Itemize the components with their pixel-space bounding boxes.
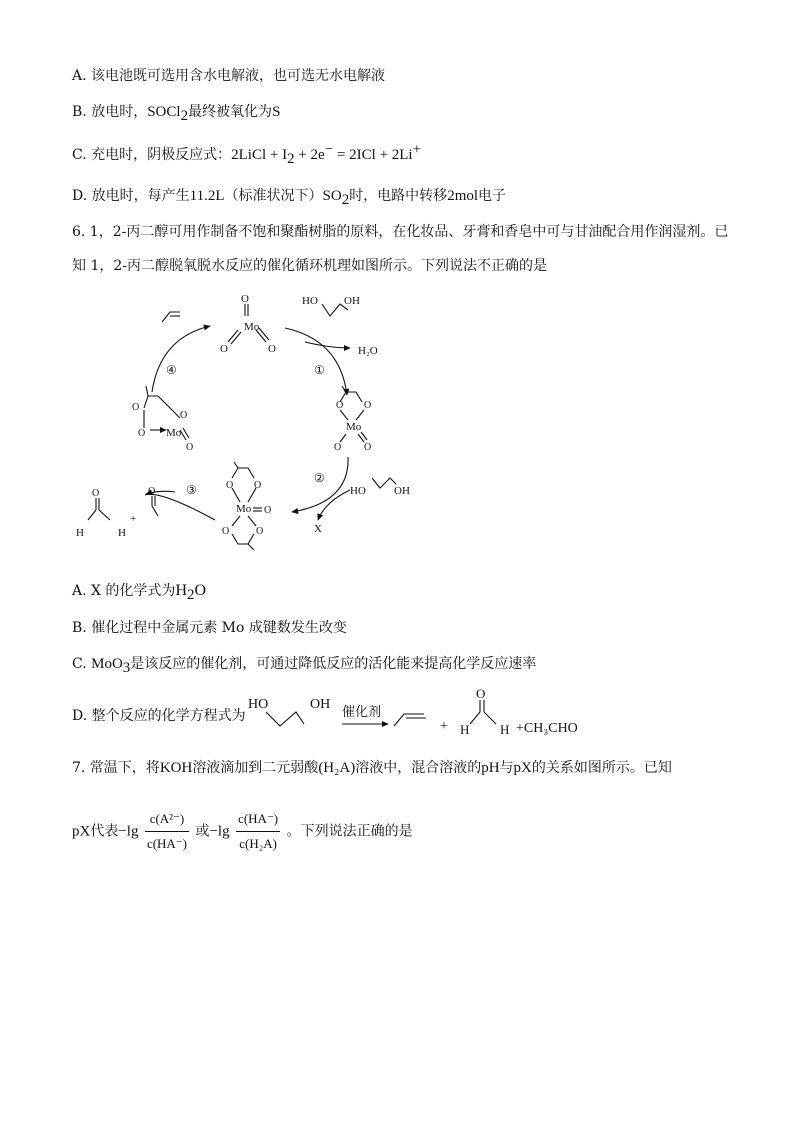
h2o-label: H₂O [358, 345, 378, 357]
catalytic-cycle-diagram [0, 280, 794, 550]
svg-text:HO: HO [302, 295, 318, 307]
svg-text:O: O [256, 526, 264, 537]
step-4-label: ④ [166, 363, 177, 377]
svg-text:O: O [226, 480, 234, 491]
q6-option-d: D. 整个反应的化学方程式为 [72, 708, 246, 724]
svg-text:O: O [364, 442, 372, 453]
svg-text:Mo: Mo [346, 421, 362, 433]
mo-label-top: Mo [244, 321, 260, 333]
q6-option-d-equation [244, 684, 604, 744]
x-label: X [314, 523, 322, 535]
svg-text:H: H [76, 527, 84, 539]
svg-text:O: O [222, 526, 230, 537]
svg-text:O: O [334, 442, 342, 453]
q5-option-b: B. 放电时，SOCl$_2$最终被氧化为S [72, 104, 281, 124]
svg-text:O: O [132, 402, 140, 413]
svg-text:OH: OH [344, 295, 360, 307]
svg-text:+CH₃CHO: +CH₃CHO [516, 721, 578, 736]
q7-stem-line2: pX代表−lg $\frac{\text{c(A²⁻)}}{c(HA^-)}$ 或−lg $\frac{c(HA^-)}{\text{c(H₂A)}}$ 。下列说法正确的是 [72, 808, 413, 855]
svg-text:Mo: Mo [236, 503, 252, 515]
step-2-label: ② [314, 471, 325, 485]
svg-text:O: O [186, 442, 194, 453]
svg-text:O: O [138, 428, 146, 439]
step-3-label: ③ [186, 483, 197, 497]
svg-text:O: O [264, 505, 272, 516]
q5-option-d: D. 放电时，每产生11.2L（标准状况下）$SO_2$时，电路中转移2mol电子 [72, 188, 507, 208]
svg-text:O: O [148, 486, 156, 497]
q5-option-c: C. 充电时，阴极反应式：2LiCl + $I_2 + 2e^- = 2ICl + 2Li^+$ [72, 141, 422, 167]
q5-option-a: A. 该电池既可选用含水电解液，也可选无水电解液 [72, 68, 386, 84]
svg-text:O: O [254, 480, 262, 491]
q6-option-c: C. MoO$_3$是该反应的催化剂，可通过降低反应的活化能来提高化学反应速率 [72, 656, 537, 676]
catalyst-label: 催化剂 [342, 704, 382, 719]
svg-text:Mo: Mo [166, 427, 182, 439]
q6-stem-line2: 知 1，2-丙二醇脱氧脱水反应的催化循环机理如图所示。下列说法不正确的是 [72, 258, 547, 274]
svg-text:H: H [460, 722, 470, 737]
q6-stem-line1: 6. 1，2-丙二醇可用作制备不饱和聚酯树脂的原料，在化妆品、牙膏和香皂中可与甘油配合用作润湿剂。已 [72, 224, 729, 240]
svg-text:OH: OH [394, 485, 410, 497]
svg-text:O: O [476, 686, 486, 701]
svg-text:HO: HO [248, 697, 269, 712]
q6-option-b: B. 催化过程中金属元素 Mo 成键数发生改变 [72, 620, 347, 636]
svg-text:H: H [118, 527, 126, 539]
svg-text:O: O [241, 293, 249, 305]
svg-text:O: O [92, 488, 100, 499]
fraction-ha-over-h2a: $\frac{c(HA^-)}{\text{c(H₂A)}}$ [236, 808, 280, 855]
svg-text:O: O [336, 400, 344, 411]
svg-text:O: O [220, 343, 228, 355]
svg-text:+: + [440, 719, 448, 734]
svg-text:O: O [268, 343, 276, 355]
q6-option-a: A. X 的化学式为$H_2O$ [72, 582, 207, 603]
step-1-label: ① [314, 363, 325, 377]
svg-text:HO: HO [350, 485, 366, 497]
svg-text:OH: OH [310, 697, 331, 712]
svg-text:+: + [130, 513, 137, 525]
svg-text:O: O [180, 410, 188, 421]
svg-text:O: O [364, 400, 372, 411]
fraction-a2-over-ha: $\frac{\text{c(A²⁻)}}{c(HA^-)}$ [145, 808, 189, 855]
q7-stem-line1: 7. 常温下，将KOH溶液滴加到二元弱酸(H₂A)溶液中，混合溶液的pH与pX的关系如图所示。已知 [72, 760, 672, 776]
svg-text:H: H [500, 722, 510, 737]
